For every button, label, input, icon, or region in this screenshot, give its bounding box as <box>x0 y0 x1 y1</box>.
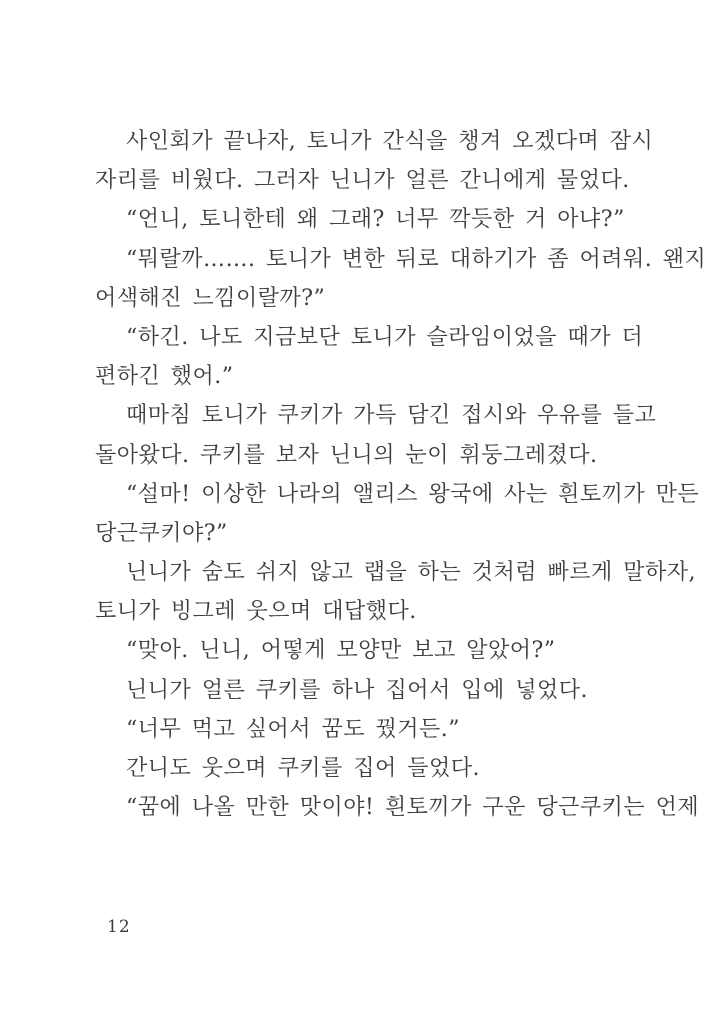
text-line: 사인회가 끝나자, 토니가 간식을 챙겨 오겠다며 잠시 <box>126 129 654 154</box>
text-line: 간니도 웃으며 쿠키를 집어 들었다. <box>126 756 480 781</box>
text-line: 어색해진 느낌이랄까?” <box>95 285 326 311</box>
text-line: 당근쿠키야?” <box>95 520 228 546</box>
text-line: 닌니가 숨도 쉬지 않고 랩을 하는 것처럼 빠르게 말하자, <box>126 560 696 586</box>
text-line: “맞아. 닌니, 어떻게 모양만 보고 알았어?” <box>126 638 556 664</box>
text-line: “언니, 토니한테 왜 그래? 너무 깍듯한 거 아냐?” <box>126 207 625 233</box>
text-line: “설마! 이상한 나라의 앨리스 왕국에 사는 흰토끼가 만든 <box>126 481 700 507</box>
body-text <box>95 122 707 827</box>
text-line: 때마침 토니가 쿠키가 가득 담긴 접시와 우유를 들고 <box>126 403 657 429</box>
page-number: 12 <box>107 917 131 937</box>
text-line: 돌아왔다. 쿠키를 보자 닌니의 눈이 휘둥그레졌다. <box>95 442 598 468</box>
text-line: “하긴. 나도 지금보단 토니가 슬라임이었을 때가 더 <box>126 324 644 350</box>
text-line: 토니가 빙그레 웃으며 대답했다. <box>95 599 417 625</box>
text-line: “꿈에 나올 만한 맛이야! 흰토끼가 구운 당근쿠키는 언제 <box>126 795 700 821</box>
text-line: 편하긴 했어.” <box>95 364 234 390</box>
text-line: “너무 먹고 싶어서 꿈도 꿨거든.” <box>126 716 460 742</box>
text-line: “뭐랄까……. 토니가 변한 뒤로 대하기가 좀 어려워. 왠지 <box>126 246 707 272</box>
text-line: 닌니가 얼른 쿠키를 하나 집어서 입에 넣었다. <box>126 677 588 703</box>
text-line: 자리를 비웠다. 그러자 닌니가 얼른 간니에게 물었다. <box>95 168 630 194</box>
